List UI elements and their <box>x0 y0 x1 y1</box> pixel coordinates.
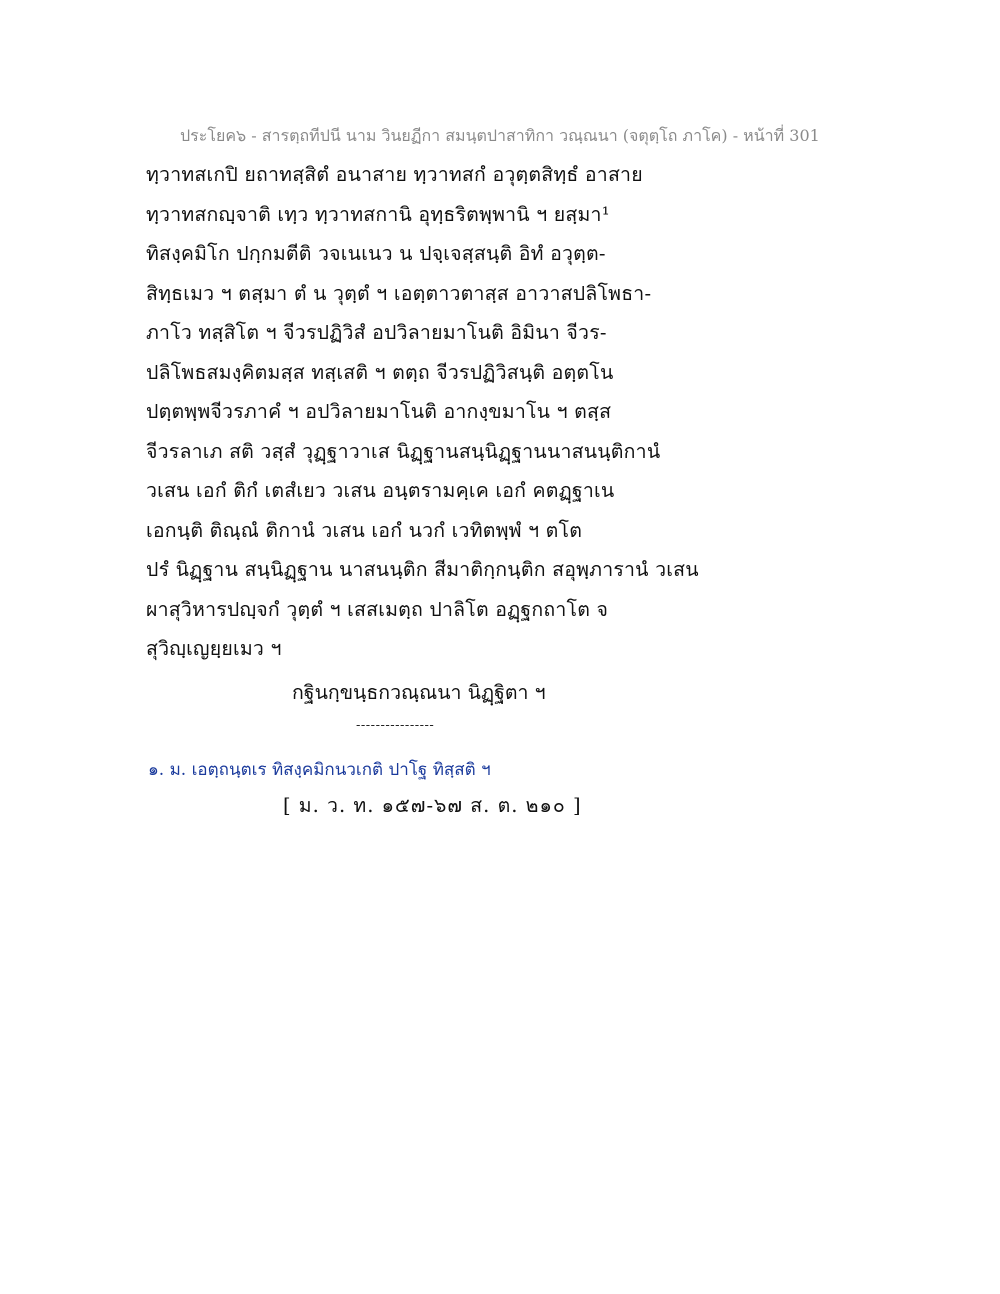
body-line: ทฺวาทสเกปิ ยถาทสฺสิตํ อนาสาย ทฺวาทสกํ อวุตฺตสิทฺธํ อาสาย <box>146 163 643 186</box>
body-line: ปรํ นิฏฺฐาน สนฺนิฏฺฐาน นาสนนฺติก สีมาติกฺกนฺติก สอุพฺภารานํ วเสน <box>146 558 699 581</box>
running-header: ประโยค๖ - สารตฺถทีปนี นาม วินยฏีกา สมนฺตปาสาทิกา วณฺณนา (จตุตฺโถ ภาโค) - หน้าที่ 301 <box>180 126 820 145</box>
body-line: ปตฺตพฺพจีวรภาคํ ฯ อปวิลายมาโนติ อากงฺขมาโน ฯ ตสฺส <box>146 400 612 423</box>
body-line: ทิสงฺคมิโก ปกฺกมตีติ วจเนเนว น ปจฺเจสฺสนฺติ อิทํ อวุตฺต- <box>146 242 606 265</box>
body-line: จีวรลาเภ สติ วสฺสํ วุฏฺฐาวาเส นิฏฺฐานสนฺนิฏฺฐานนาสนนฺติกานํ <box>146 439 661 463</box>
body-line: ผาสุวิหารปญฺจกํ วุตฺตํ ฯ เสสเมตฺถ ปาลิโต อฏฺฐกถาโต จ <box>146 597 609 621</box>
body-line: สุวิญฺเญยฺยเมว ฯ <box>146 637 282 660</box>
body-line: ภาโว ทสฺสิโต ฯ จีวรปฏิวิสํ อปวิลายมาโนติ อิมินา จีวร- <box>146 321 607 344</box>
body-line: วเสน เอกํ ติกํ เตสํเยว วเสน อนฺตรามคฺเค เอกํ คตฏฺฐาเน <box>146 479 615 502</box>
body-line: ปลิโพธสมงฺคิตมสฺส ทสฺเสติ ฯ ตตฺถ จีวรปฏิวิสนฺติ อตฺตโน <box>146 360 614 384</box>
source-reference: [ ม. ว. ท. ๑๕๗-๖๗ ส. ต. ๒๑๐ ] <box>283 794 582 817</box>
footnote: ๑. ม. เอตฺถนฺตเร ทิสงฺคมิกนวเกติ ปาโฐ ทิสฺสติ ฯ <box>148 760 491 780</box>
body-line: ทฺวาทสกญฺจาติ เทฺว ทฺวาทสกานิ อุทฺธริตพฺพานิ ฯ ยสฺมา¹ <box>146 202 610 226</box>
body-text <box>146 160 706 674</box>
section-end-title: กฐินกฺขนฺธกวณฺณนา นิฏฺฐิตา ฯ <box>292 681 546 704</box>
body-line: สิทฺธเมว ฯ ตสฺมา ตํ น วุตฺตํ ฯ เอตฺตาวตาสฺส อาวาสปลิโพธา- <box>146 281 652 305</box>
separator-line: ---------------- <box>356 718 435 733</box>
body-line: เอกนฺติ ติณฺณํ ติกานํ วเสน เอกํ นวกํ เวทิตพฺพํ ฯ ตโต <box>146 518 583 542</box>
